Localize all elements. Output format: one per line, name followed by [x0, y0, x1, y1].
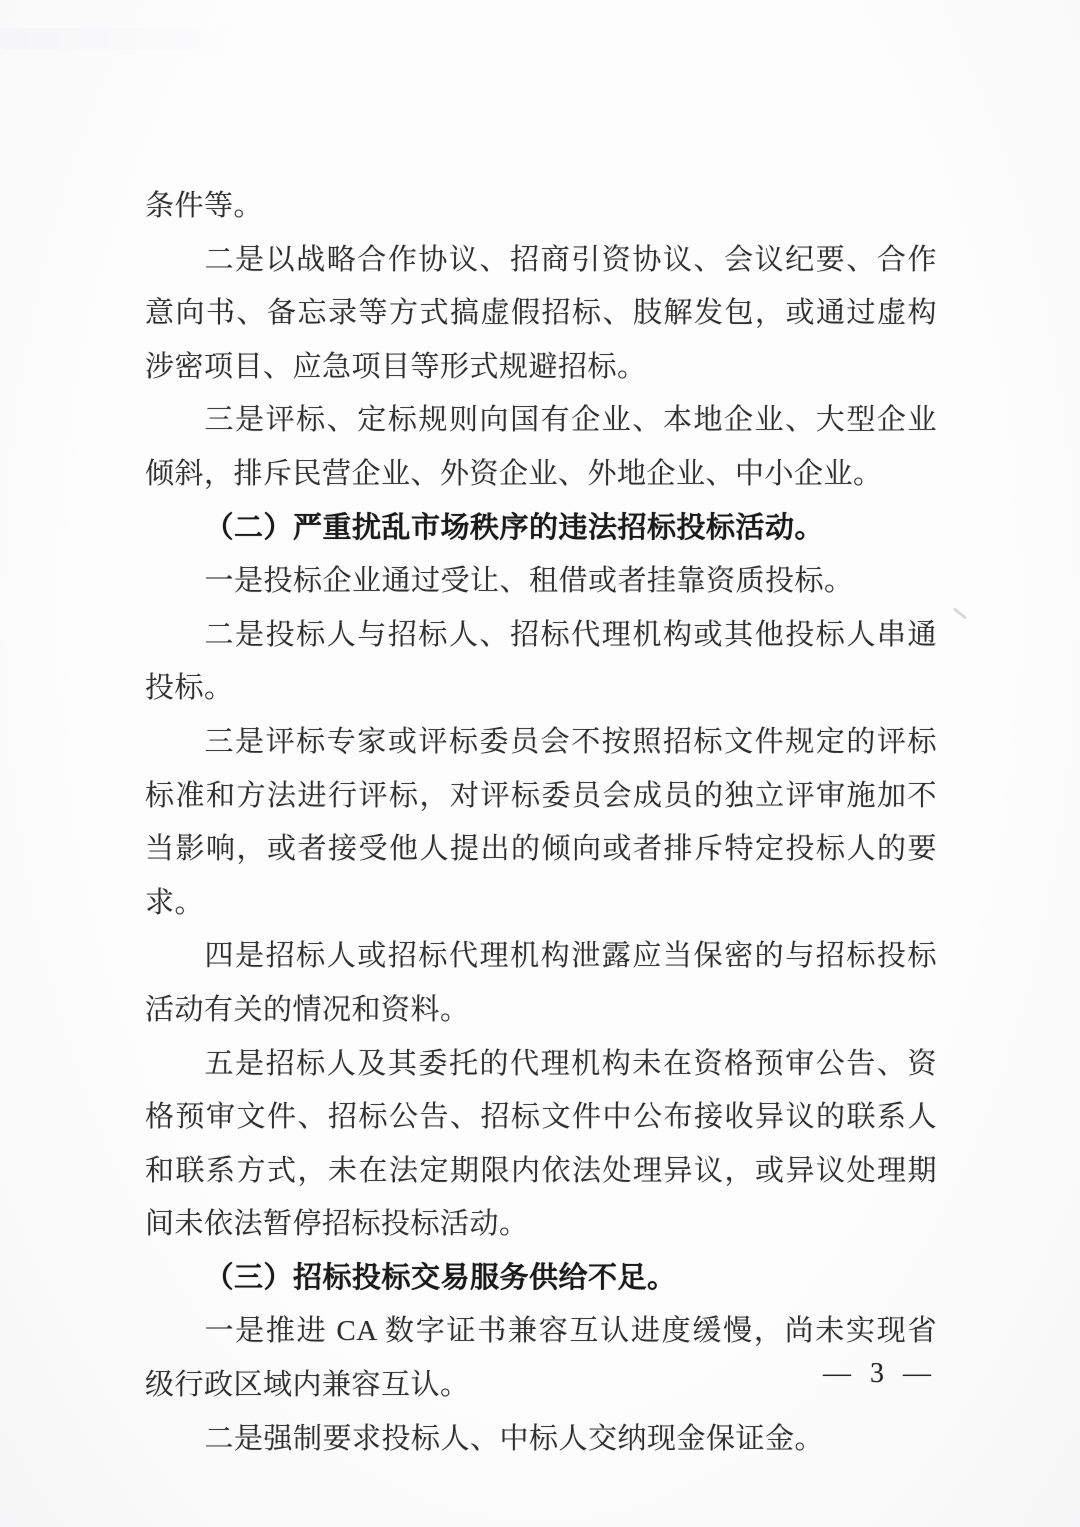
scan-noise-band — [0, 28, 240, 50]
paragraph: 二是强制要求投标人、中标人交纳现金保证金。 — [204, 1422, 824, 1455]
scan-artifact-mark — [953, 607, 967, 619]
page-number: — 3 — — [823, 1358, 937, 1389]
paragraph: 一是推进 CA 数字证书兼容互认进度缓慢，尚未实现省级行政区域内兼容互认。 — [145, 1315, 937, 1402]
paragraph: 三是评标专家或评标委员会不按照招标文件规定的评标标准和方法进行评标，对评标委员会成员的独立评审施加不当影响，或者接受他人提出的倾向或者排斥特定投标人的要求。 — [145, 725, 937, 919]
paragraph: 五是招标人及其委托的代理机构未在资格预审公告、资格预审文件、招标公告、招标文件中公布接收异议的联系人和联系方式，未在法定期限内依法处理异议，或异议处理期间未依法暂停招标投标活动。 — [145, 1047, 937, 1241]
paragraph: 四是招标人或招标代理机构泄露应当保密的与招标投标活动有关的情况和资料。 — [145, 940, 937, 1026]
paragraph: 三是评标、定标规则向国有企业、本地企业、大型企业倾斜，排斥民营企业、外资企业、外地企业、中小企业。 — [145, 404, 937, 490]
paragraph: 二是投标人与招标人、招标代理机构或其他投标人串通投标。 — [145, 618, 937, 705]
document-body — [145, 180, 937, 1466]
paragraph-continuation: 条件等。 — [145, 190, 264, 222]
paragraph: 一是投标企业通过受让、租借或者挂靠资质投标。 — [204, 565, 854, 598]
paragraph: 二是以战略合作协议、招商引资协议、会议纪要、合作意向书、备忘录等方式搞虚假招标、肢解发包，或通过虚构涉密项目、应急项目等形式规避招标。 — [145, 243, 937, 383]
section-heading-2: （二）严重扰乱市场秩序的违法招标投标活动。 — [204, 511, 824, 544]
section-heading-3: （三）招标投标交易服务供给不足。 — [204, 1261, 677, 1294]
